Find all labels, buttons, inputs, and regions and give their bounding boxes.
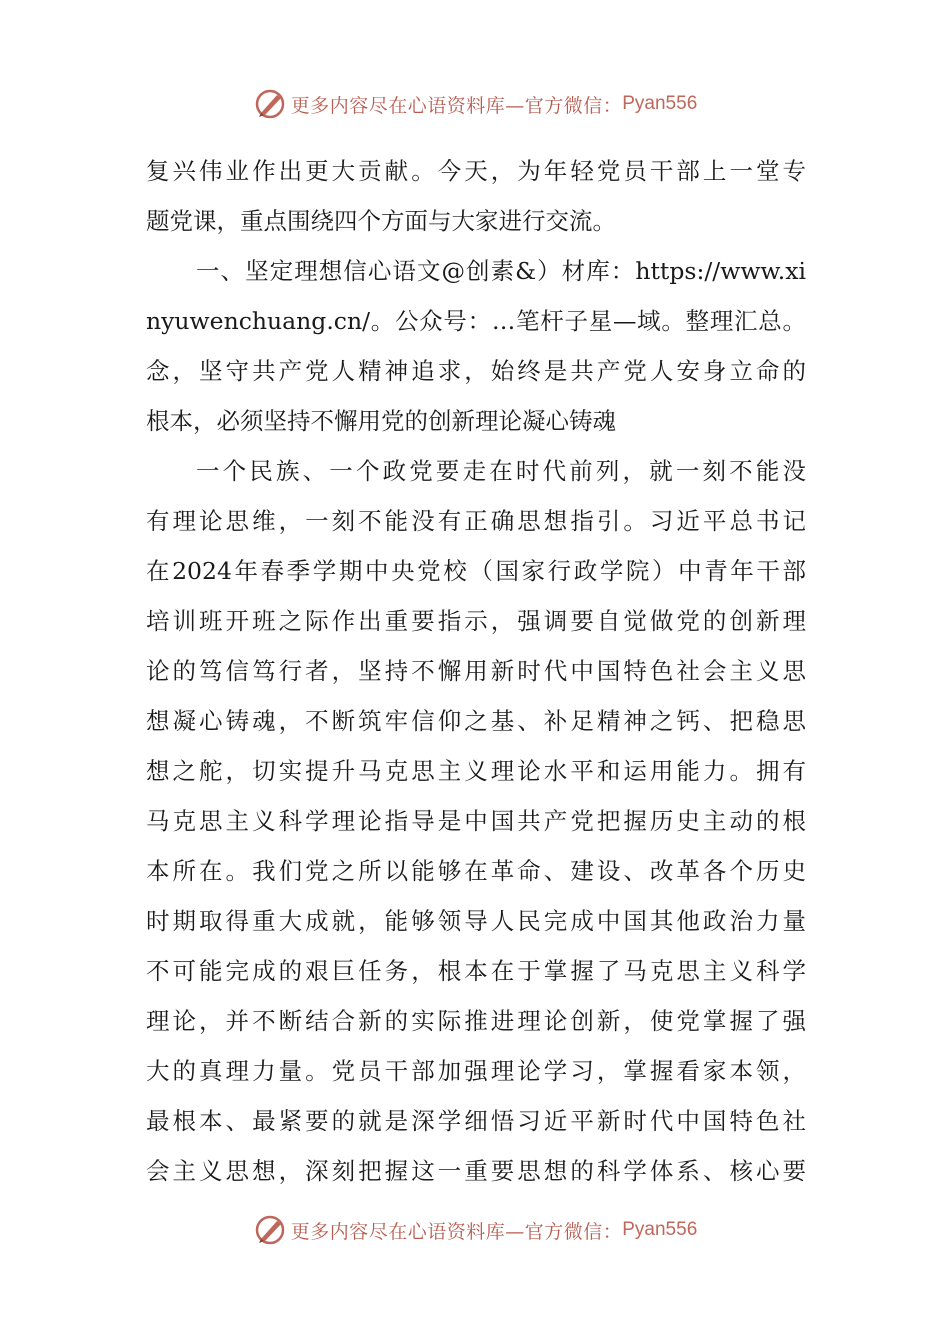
- text-line: 想凝心铸魂，不断筑牢信仰之基、补足精神之钙、把稳思: [146, 707, 806, 735]
- pen-circle-logo-icon: [253, 87, 287, 121]
- text-line: 培训班开班之际作出重要指示，强调要自觉做党的创新理: [146, 607, 806, 635]
- text-line: 念，坚守共产党人精神追求，始终是共产党人安身立命的: [146, 357, 806, 385]
- paragraph-first-line: 一个民族、一个政党要走在时代前列，就一刻不能没: [196, 457, 806, 485]
- header-banner: [0, 82, 950, 126]
- text-line: 复兴伟业作出更大贡献。今天，为年轻党员干部上一堂专: [146, 157, 806, 185]
- text-line: 在2024年春季学期中央党校（国家行政学院）中青年干部: [146, 557, 806, 585]
- text-line: 最根本、最紧要的就是深学细悟习近平新时代中国特色社: [146, 1107, 806, 1135]
- banner-text: 更多内容尽在心语资料库—官方微信：: [290, 94, 623, 117]
- text-line: 时期取得重大成就，能够领导人民完成中国其他政治力量: [146, 907, 806, 935]
- text-line: 会主义思想，深刻把握这一重要思想的科学体系、核心要: [146, 1157, 806, 1185]
- footer-banner: [0, 1208, 950, 1252]
- text-line: nyuwenchuang.cn/。公众号：…笔杆子星—域。整理汇总。: [146, 307, 806, 335]
- text-line: 根本，必须坚持不懈用党的创新理论凝心铸魂: [146, 407, 616, 435]
- text-line: 本所在。我们党之所以能够在革命、建设、改革各个历史: [146, 857, 806, 885]
- text-line: 论的笃信笃行者，坚持不懈用新时代中国特色社会主义思: [146, 657, 806, 685]
- pen-circle-logo-icon: [253, 1213, 287, 1247]
- text-line: 马克思主义科学理论指导是中国共产党把握历史主动的根: [146, 807, 806, 835]
- text-line: 理论，并不断结合新的实际推进理论创新，使党掌握了强: [146, 1007, 806, 1035]
- wechat-id: Pyan556: [622, 93, 698, 114]
- text-line: 题党课，重点围绕四个方面与大家进行交流。: [146, 207, 616, 235]
- wechat-id: Pyan556: [622, 1219, 698, 1240]
- banner-text: 更多内容尽在心语资料库—官方微信：: [290, 1220, 623, 1243]
- document-body: [146, 146, 806, 1196]
- text-line: 想之舵，切实提升马克思主义理论水平和运用能力。拥有: [146, 757, 806, 785]
- text-line: 大的真理力量。党员干部加强理论学习，掌握看家本领，: [146, 1057, 806, 1085]
- text-line: 有理论思维，一刻不能没有正确思想指引。习近平总书记: [146, 507, 806, 535]
- section-heading-line: 一、坚定理想信心语文@创素&）材库：https://www.xi: [196, 257, 806, 285]
- text-line: 不可能完成的艰巨任务，根本在于掌握了马克思主义科学: [146, 957, 806, 985]
